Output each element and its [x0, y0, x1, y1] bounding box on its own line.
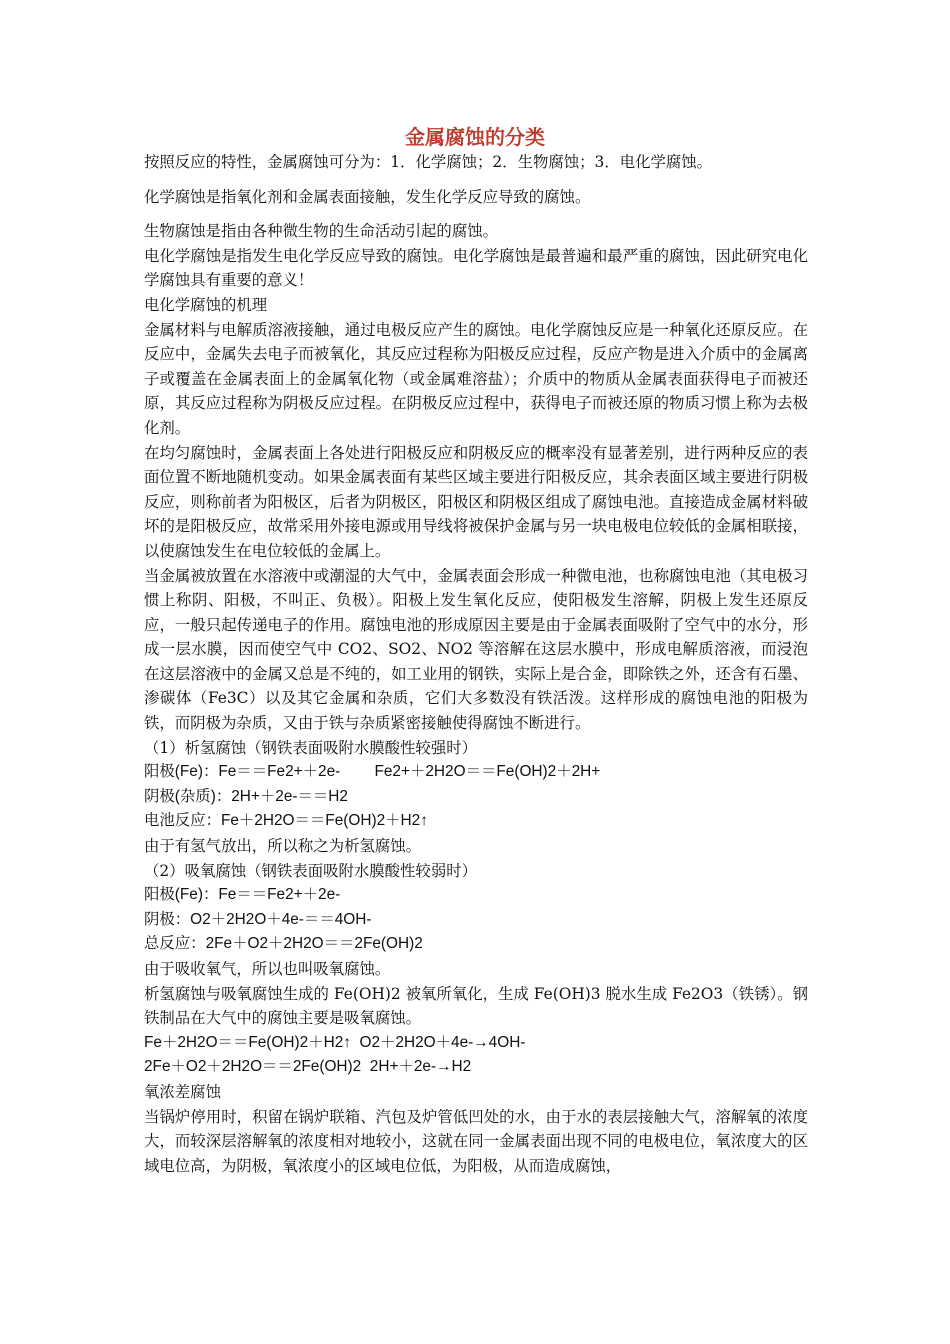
paragraph-hydrogen-note: 由于有氢气放出，所以称之为析氢腐蚀。: [144, 837, 422, 856]
equation-cathode-hydrogen: 阴极(杂质)：2H+＋2e-＝＝H2: [144, 787, 348, 805]
paragraph-oxygen-concentration: 当锅炉停用时，积留在锅炉联箱、汽包及炉管低凹处的水，由于水的表层接触大气，溶解氧的浓度大，而较深层溶解氧的浓度相对地较小，这就在同一金属表面出现不同的电极电位，氧浓度大的区域电位高，为阴极，氧浓度小的区域电位低，为阳极，从而造成腐蚀，: [144, 1107, 808, 1175]
document-title: 金属腐蚀的分类: [405, 125, 545, 149]
equation-total-oxygen: 总反应：2Fe＋O2＋2H2O＝＝2Fe(OH)2: [144, 935, 423, 953]
equation-cathode-oxygen: 阴极：O2＋2H2O＋4e-＝＝4OH-: [144, 910, 372, 928]
document-body: [144, 150, 808, 1178]
paragraph-micro-battery: 当金属被放置在水溶液中或潮湿的大气中，金属表面会形成一种微电池，也称腐蚀电池（其电极习惯上称阴、阳极，不叫正、负极）。阳极上发生氧化反应，使阳极发生溶解，阴极上发生还原反应，一般只起传递电子的作用。腐蚀电池的形成原因主要是由于金属表面吸附了空气中的水分，形成一层水膜，因而使空气中 CO2、SO2、NO2 等溶解在这层水膜中，形成电解质溶液，而浸泡在这层溶液中的金属又总是不纯的，如工业用的钢铁，实际上是合金，即除铁之外，还含有石墨、渗碳体（Fe3C）以及其它金属和杂质，它们大多数没有铁活泼。这样形成的腐蚀电池的阳极为铁，而阴极为杂质，又由于铁与杂质紧密接触使得腐蚀不断进行。: [144, 566, 808, 733]
section-heading-oxygen-concentration: 氧浓差腐蚀: [144, 1082, 221, 1101]
equation-cell-hydrogen: 电池反应：Fe＋2H2O＝＝Fe(OH)2＋H2↑: [144, 812, 428, 830]
equation-anode-oxygen: 阳极(Fe)：Fe＝＝Fe2+＋2e-: [144, 886, 341, 904]
section-heading-mechanism: 电化学腐蚀的机理: [144, 295, 268, 314]
heading-hydrogen-evolution: （1）析氢腐蚀（钢铁表面吸附水膜酸性较强时）: [144, 738, 477, 757]
paragraph-uniform-corrosion: 在均匀腐蚀时，金属表面上各处进行阳极反应和阴极反应的概率没有显著差别，进行两种反应的表面位置不断地随机变动。如果金属表面有某些区域主要进行阳极反应，其余表面区域主要进行阴极反应，则称前者为阳极区，后者为阴极区，阳极区和阴极区组成了腐蚀电池。直接造成金属材料破坏的是阳极反应，故常采用外接电源或用导线将被保护金属与另一块电极电位较低的金属相联接，以使腐蚀发生在电位较低的金属上。: [144, 443, 808, 560]
heading-oxygen-absorption: （2）吸氧腐蚀（钢铁表面吸附水膜酸性较弱时）: [144, 861, 477, 880]
paragraph-chemical-corrosion: 化学腐蚀是指氧化剂和金属表面接触，发生化学反应导致的腐蚀。: [144, 187, 591, 206]
paragraph-rust-formation: 析氢腐蚀与吸氧腐蚀生成的 Fe(OH)2 被氧所氧化，生成 Fe(OH)3 脱水生成 Fe2O3（铁锈）。钢铁制品在大气中的腐蚀主要是吸氧腐蚀。: [144, 984, 808, 1028]
paragraph-mechanism: 金属材料与电解质溶液接触，通过电极反应产生的腐蚀。电化学腐蚀反应是一种氧化还原反应。在反应中，金属失去电子而被氧化，其反应过程称为阳极反应过程，反应产物是进入介质中的金属离子或覆盖在金属表面上的金属氧化物（或金属难溶盐）；介质中的物质从金属表面获得电子而被还原，其反应过程称为阴极反应过程。在阴极反应过程中，获得电子而被还原的物质习惯上称为去极化剂。: [144, 320, 808, 437]
paragraph-classification: 按照反应的特性，金属腐蚀可分为：1．化学腐蚀；2．生物腐蚀；3．电化学腐蚀。: [144, 153, 713, 171]
equation-anode-hydrogen: 阳极(Fe)：Fe＝＝Fe2+＋2e- Fe2+＋2H2O＝＝Fe(OH)2＋2H+: [144, 763, 601, 781]
paragraph-oxygen-note: 由于吸收氧气，所以也叫吸氧腐蚀。: [144, 960, 391, 978]
paragraph-biological-corrosion: 生物腐蚀是指由各种微生物的生命活动引起的腐蚀。: [144, 222, 498, 241]
paragraph-electrochemical-corrosion: 电化学腐蚀是指发生电化学反应导致的腐蚀。电化学腐蚀是最普遍和最严重的腐蚀，因此研究电化学腐蚀具有重要的意义！: [144, 246, 808, 290]
equation-summary-1: Fe＋2H2O＝＝Fe(OH)2＋H2↑ O2＋2H2O＋4e-→4OH-: [144, 1033, 526, 1051]
equation-summary-2: 2Fe＋O2＋2H2O＝＝2Fe(OH)2 2H+＋2e-→H2: [144, 1058, 472, 1076]
